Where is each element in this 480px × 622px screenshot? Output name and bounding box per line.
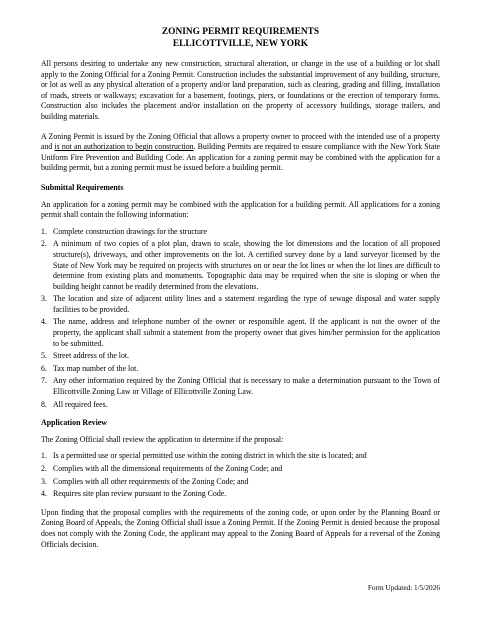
closing-paragraph: Upon finding that the proposal complies with the requirements of the zoning code, or upon order by the Planning Board or Zoning Board of Appeals, the Zoning Official shall issue a Zoning Permit. If the Zoning Permit is denied because the proposal does not comply with the Zoning Code, the applicant may appeal to the Zoning Board of Appeals for a reversal of the Zoning Officials decision.	[41, 507, 440, 549]
list-item	[41, 400, 440, 411]
list-item	[41, 477, 440, 488]
list-item-text: Complies with all other requirements of the Zoning Code; and	[53, 476, 249, 486]
permit-text-after: . Building Permits are required to ensure compliance with the New York State Uniform Fire Prevention and Building Code. An application for a zoning permit may be combined with the application for a building permit, but a zoning permit must be issued before a building permit.	[41, 142, 440, 173]
list-item	[41, 317, 440, 349]
permit-paragraph	[41, 132, 440, 174]
submittal-list	[41, 227, 440, 411]
list-item-text: The name, address and telephone number of the owner or responsible agent. If the applicant is not the owner of the property, the applicant shall submit a statement from the property owner that gives him/her permission for the application to be submitted.	[53, 317, 440, 348]
list-item-text: Any other information required by the Zoning Official that is necessary to make a determination pursuant to the Town of Ellicottville Zoning Law or Village of Ellicottville Zoning Law.	[53, 376, 440, 397]
list-item-text: Street address of the lot.	[53, 351, 130, 361]
title-line-2: ELLICOTTVILLE, NEW YORK	[172, 38, 309, 49]
review-intro: The Zoning Official shall review the application to determine if the proposal:	[41, 434, 284, 444]
list-item-text: Requires site plan review pursuant to the Zoning Code.	[53, 489, 227, 499]
list-item-number: 2.	[41, 464, 47, 473]
list-item-number: 7.	[41, 376, 47, 386]
list-item-number: 4.	[41, 489, 47, 499]
list-item	[41, 227, 440, 238]
list-item-text: The location and size of adjacent utility lines and a statement regarding the type of sewage disposal and water supply facilities to be provided.	[53, 294, 440, 314]
list-item-number: 6.	[41, 363, 47, 373]
permit-text-before: A Zoning Permit is issued by the Zoning Official that allows a property owner to proceed with the intended use of a property and	[41, 131, 440, 152]
list-item-number: 1.	[41, 226, 47, 236]
list-item-number: 1.	[41, 451, 47, 461]
list-item-number: 3.	[41, 294, 47, 304]
title-line-1: ZONING PERMIT REQUIREMENTS	[161, 27, 320, 37]
list-item-number: 4.	[41, 317, 47, 327]
list-item-number: 8.	[41, 399, 47, 409]
list-item-text: All required fees.	[53, 399, 108, 409]
review-heading: Application Review	[41, 418, 107, 428]
list-item	[41, 451, 440, 462]
form-updated-footer: Form Updated: 1/5/2026	[367, 583, 440, 592]
document-title	[41, 27, 440, 50]
list-item	[41, 376, 440, 397]
submittal-intro: An application for a zoning permit may be combined with the application for a building permit. All applications for a zoning permit shall contain the following information:	[41, 199, 440, 220]
list-item	[41, 239, 440, 292]
list-item	[41, 351, 440, 362]
list-item	[41, 464, 440, 475]
list-item	[41, 364, 440, 375]
list-item	[41, 294, 440, 315]
review-list	[41, 451, 440, 499]
list-item-text: Complete construction drawings for the structure	[53, 226, 208, 236]
list-item-number: 3.	[41, 476, 47, 486]
intro-paragraph: All persons desiring to undertake any new construction, structural alteration, or change in the use of a building or lot shall apply to the Zoning Official for a Zoning Permit. Construction includes the substantial improvement of any building, structure, or lot as well as any physical alteration of a property and/or land preparation, such as clearing, grading and filling, installation of roads, streets or walkways; excavation for a basement, footings, piers, or foundations or the erection of temporary forms. Construction also includes the placement and/or installation on the property of accessory buildings, storage trailers, and building materials.	[41, 59, 440, 121]
submittal-heading: Submittal Requirements	[41, 182, 124, 192]
list-item-number: 5.	[41, 351, 47, 361]
list-item	[41, 489, 440, 500]
list-item-text: Complies with all the dimensional requirements of the Zoning Code; and	[53, 464, 283, 473]
list-item-text: A minimum of two copies of a plot plan, drawn to scale, showing the lot dimensions and the location of all proposed structure(s), driveways, and other improvements on the lot. A certified survey done by a land surveyor licensed by the State of New York may be required on projects with structures on or near the lot lines or when the lot lines are difficult to determine from existing plats and monuments. Topographic data may be required when the site is sloping or when the building height cannot be readily determined from the elevations.	[53, 239, 440, 291]
list-item-text: Is a permitted use or special permitted use within the zoning district in which the site is located; and	[53, 451, 367, 461]
permit-underlined-text: is not an authorization to begin construction	[54, 142, 194, 152]
list-item-text: Tax map number of the lot.	[53, 363, 139, 373]
list-item-number: 2.	[41, 239, 47, 249]
